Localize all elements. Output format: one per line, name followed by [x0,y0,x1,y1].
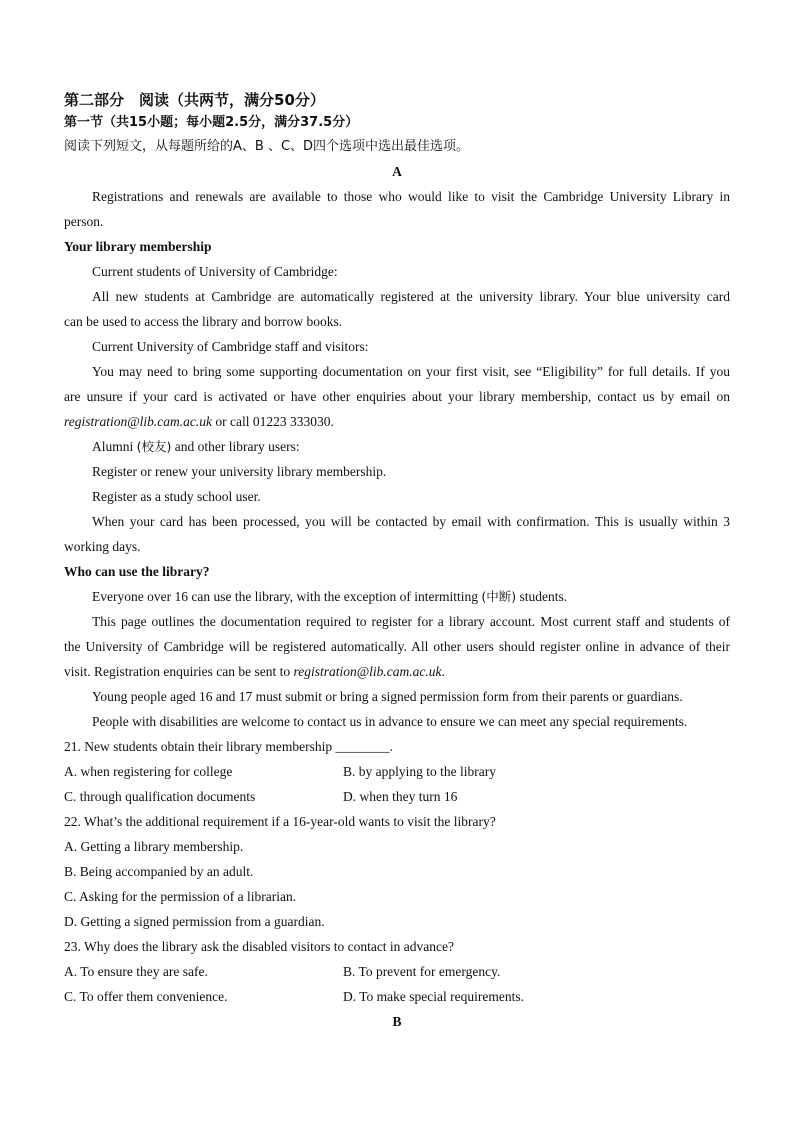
intro-line-2: person. [64,214,104,229]
q23-option-b[interactable]: B. To prevent for emergency. [343,964,501,979]
outline-line-1: This page outlines the documentation required to register for a library account. Most current staff and students of [92,614,730,629]
everyone-line [64,584,730,609]
email-link[interactable]: registration@lib.cam.ac.uk [64,414,213,429]
current-students: Current students of University of Cambridge: [92,264,338,279]
part-title: 第二部分 阅读（共两节，满分50分） [64,91,325,109]
everyone-text-rest: students. [516,589,568,604]
outline-line-2: the University of Cambridge will be registered automatically. All other users should register online in advance of their [64,639,730,654]
question-21-options-row-2 [64,784,730,809]
alumni-gloss: (校友) [136,439,172,454]
intro-line-1: Registrations and renewals are available to those who would like to visit the Cambridge University Library in [92,189,730,204]
disabilities: People with disabilities are welcome to contact us in advance to ensure we can meet any special requirements. [92,714,688,729]
q23-option-a[interactable]: A. To ensure they are safe. [64,964,208,979]
q21-option-a[interactable]: A. when registering for college [64,764,233,779]
card-processed-line-2: working days. [64,539,141,554]
study-school: Register as a study school user. [92,489,261,504]
exam-page [64,88,730,1034]
intermitting-gloss: (中断) [481,589,517,604]
alumni-text-rest: and other library users: [171,439,300,454]
everyone-text: Everyone over 16 can use the library, with the exception of intermitting [92,589,482,604]
q22-option-a[interactable]: A. Getting a library membership. [64,839,244,854]
question-23-options-row-1 [64,959,730,984]
outline-line-3 [64,659,730,684]
email-link-2[interactable]: registration@lib.cam.ac.uk [293,664,442,679]
q21-option-c[interactable]: C. through qualification documents [64,789,256,804]
question-21-options-row-1 [64,759,730,784]
q23-option-c[interactable]: C. To offer them convenience. [64,989,228,1004]
alumni-line [64,434,730,459]
q23-option-d[interactable]: D. To make special requirements. [343,989,524,1004]
alumni-text: Alumni [92,439,137,454]
question-21-stem: 21. New students obtain their library membership ________. [64,739,393,754]
documentation-line-3 [64,409,730,434]
q22-option-c[interactable]: C. Asking for the permission of a librarian. [64,889,297,904]
documentation-line-2: are unsure if your card is activated or have other enquiries about your library membership, contact us by email on [64,389,730,404]
passage-b-label: B [392,1014,402,1029]
q22-option-d[interactable]: D. Getting a signed permission from a guardian. [64,914,325,929]
question-23-stem: 23. Why does the library ask the disabled visitors to contact in advance? [64,939,455,954]
passage-a-label: A [392,164,402,179]
documentation-line-1: You may need to bring some supporting documentation on your first visit, see “Eligibility” for full details. If you [92,364,730,379]
register-renew: Register or renew your university library membership. [92,464,387,479]
young-people: Young people aged 16 and 17 must submit or bring a signed permission form from their parents or guardians. [92,689,683,704]
phone-text: or call 01223 333030. [212,414,334,429]
outline-text: visit. Registration enquiries can be sent to [64,664,294,679]
section-title: 第一节（共15小题；每小题2.5分，满分37.5分） [64,115,359,130]
card-processed-line-1: When your card has been processed, you will be contacted by email with confirmation. This is usually within 3 [92,514,730,529]
new-students-line-1: All new students at Cambridge are automatically registered at the university library. Your blue university card [92,289,730,304]
staff-visitors: Current University of Cambridge staff and visitors: [92,339,369,354]
q21-option-b[interactable]: B. by applying to the library [343,764,496,779]
q22-option-b[interactable]: B. Being accompanied by an adult. [64,864,254,879]
question-23-options-row-2 [64,984,730,1009]
heading-membership: Your library membership [64,239,212,254]
new-students-line-2: can be used to access the library and borrow books. [64,314,343,329]
instructions: 阅读下列短文，从每题所给的A、B 、C、D四个选项中选出最佳选项。 [64,139,470,154]
outline-period: . [441,664,445,679]
q21-option-d[interactable]: D. when they turn 16 [343,789,458,804]
heading-who-can-use: Who can use the library? [64,564,210,579]
question-22-stem: 22. What’s the additional requirement if a 16-year-old wants to visit the library? [64,814,496,829]
